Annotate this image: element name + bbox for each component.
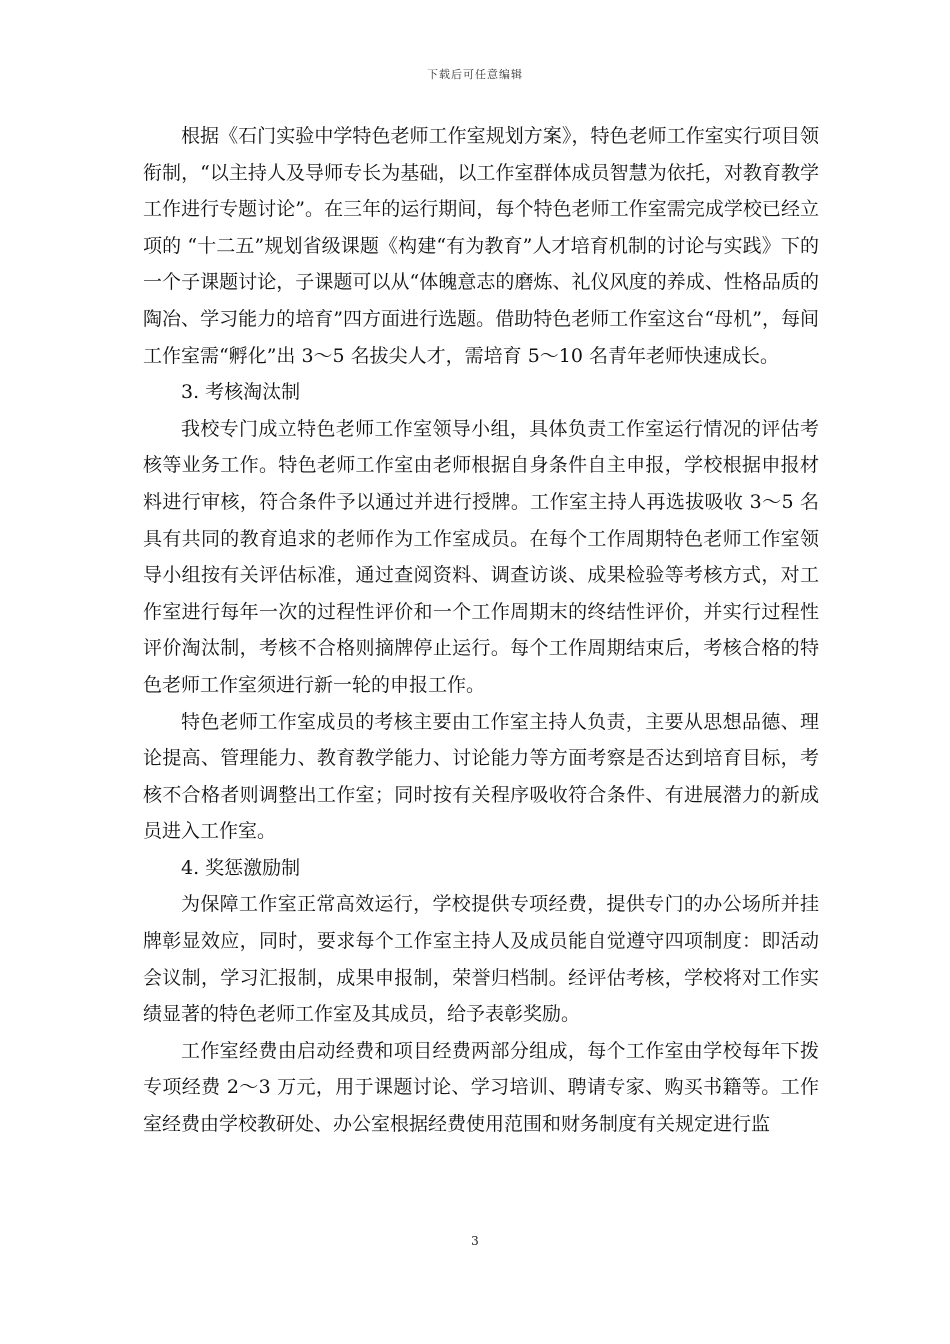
- document-body: [143, 118, 819, 1143]
- page-number: 3: [471, 1234, 479, 1248]
- paragraph-project-leadership: 根据《石门实验中学特色老师工作室规划方案》，特色老师工作室实行项目领衔制，“以主持人及导师专长为基础，以工作室群体成员智慧为依托，对教育教学工作进行专题讨论”。在三年的运行期间，每个特色老师工作室需完成学校已经立项的 “十二五”规划省级课题《构建“有为教育”人才培育机制的讨论与实践》下的一个子课题讨论，子课题可以从“体魄意志的磨炼、礼仪风度的养成、性格品质的陶冶、学习能力的培育”四方面进行选题。借助特色老师工作室这台“母机”，每间工作室需“孵化”出 3～5 名拔尖人才，需培育 5～10 名青年老师快速成长。: [143, 125, 819, 367]
- paragraph-funding: 工作室经费由启动经费和项目经费两部分组成，每个工作室由学校每年下拨专项经费 2～3 万元，用于课题讨论、学习培训、聘请专家、购买书籍等。工作室经费由学校教研处、办公室根据经费使用范围和财务制度有关规定进行监: [143, 1039, 819, 1136]
- section-heading-incentives: 4. 奖惩激励制: [181, 856, 301, 879]
- paragraph-assessment-elimination: 我校专门成立特色老师工作室领导小组，具体负责工作室运行情况的评估考核等业务工作。特色老师工作室由老师根据自身条件自主申报，学校根据申报材料进行审核，符合条件予以通过并进行授牌。工作室主持人再选拔吸收 3～5 名具有共同的教育追求的老师作为工作室成员。在每个工作周期特色老师工作室领导小组按有关评估标准，通过查阅资料、调查访谈、成果检验等考核方式，对工作室进行每年一次的过程性评价和一个工作周期末的终结性评价，并实行过程性评价淘汰制，考核不合格则摘牌停止运行。每个工作周期结束后，考核合格的特色老师工作室须进行新一轮的申报工作。: [143, 417, 819, 696]
- paragraph-member-assessment: 特色老师工作室成员的考核主要由工作室主持人负责，主要从思想品德、理论提高、管理能力、教育教学能力、讨论能力等方面考察是否达到培育目标，考核不合格者则调整出工作室；同时按有关程序吸收符合条件、有进展潜力的新成员进入工作室。: [143, 710, 819, 843]
- paragraph-incentive-system: 为保障工作室正常高效运行，学校提供专项经费，提供专门的办公场所并挂牌彰显效应，同时，要求每个工作室主持人及成员能自觉遵守四项制度：即活动会议制，学习汇报制，成果申报制，荣誉归档制。经评估考核，学校将对工作实绩显著的特色老师工作室及其成员，给予表彰奖励。: [143, 893, 819, 1026]
- section-heading-assessment: 3. 考核淘汰制: [181, 381, 301, 404]
- page-header: 下载后可任意编辑: [427, 68, 523, 81]
